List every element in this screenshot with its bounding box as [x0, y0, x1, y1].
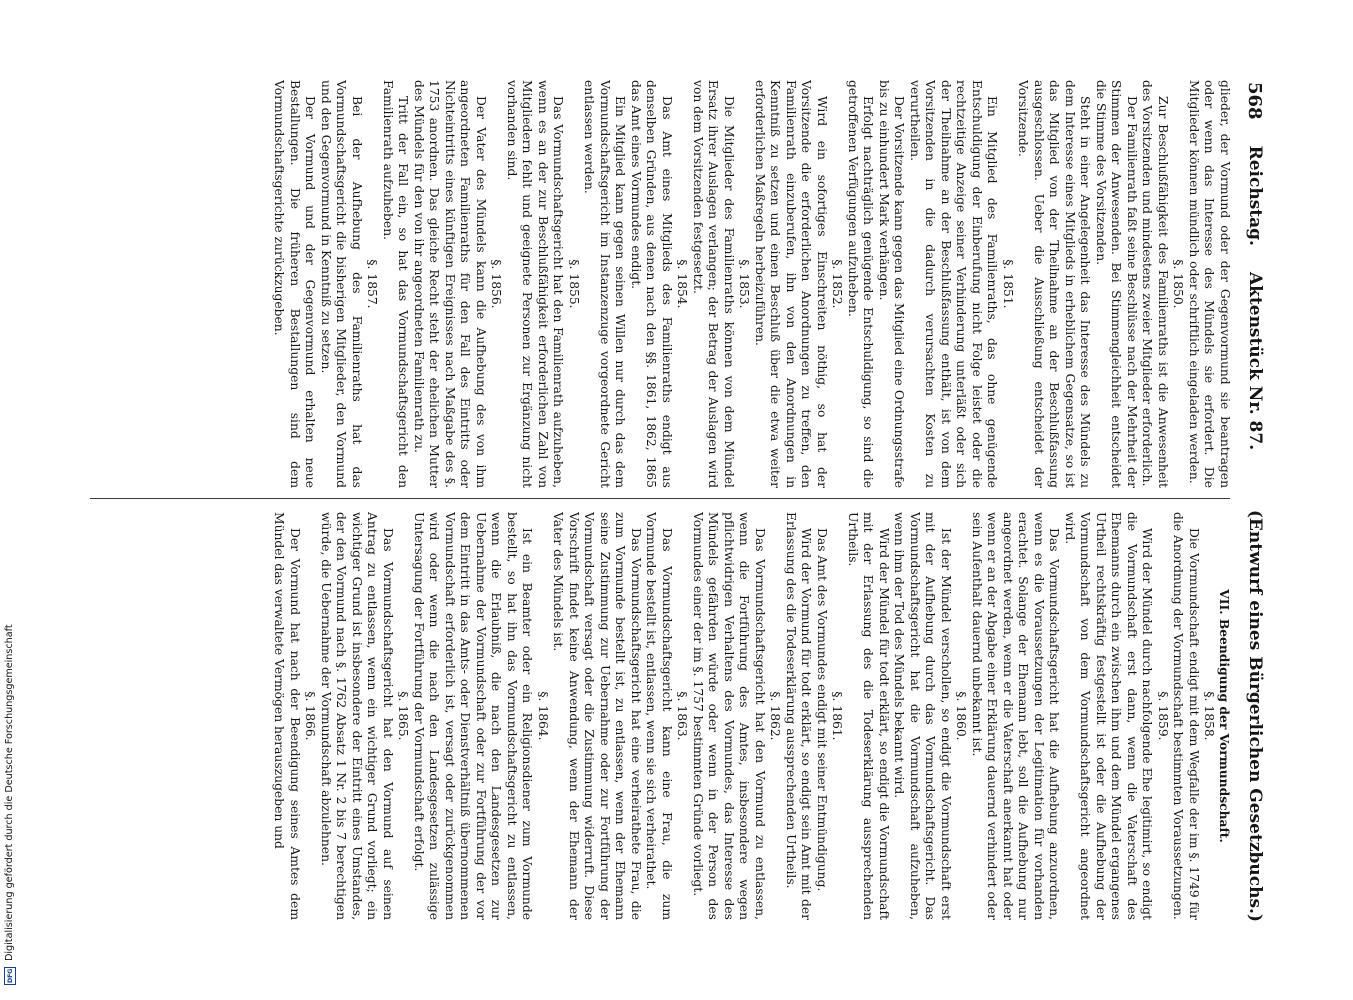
paragraph: Bei der Aufhebung des Familienraths hat das Vormundschaftsgericht die bisherigen Mitglieder, den Vormund und den Gegenvormund in Kenntniß zu setzen.: [319, 80, 364, 488]
paragraph: Tritt der Fall ein, so hat das Vormundschaftsgericht den Familienrath aufzuheben.: [381, 80, 411, 488]
section-number: §. 1859.: [1156, 691, 1170, 741]
section-number: §. 1860.: [954, 691, 969, 741]
paragraph: Zur Beschlußfähigkeit des Familienraths ist die Anwesenheit des Vorsitzenden und mindestens zweier Mitglieder erforderlich.: [1140, 80, 1170, 488]
paragraph: Ein Mitglied kann gegen seinen Willen nur durch das dem Vormundschaftsgericht im Instanzenzuge vorgeordnete Gericht entlassen werden.: [582, 80, 628, 488]
section-number: §. 1855.: [567, 259, 581, 309]
section-number: §. 1865.: [396, 691, 411, 741]
paragraph: Das Vormundschaftsgericht hat eine verheirathete Frau, die zum Vormunde bestellt ist, zu entlassen, wenn der Ehemann seine Zustimmung zur Uebernahme oder zur Fortführung der Vormundschaft versagt oder die Zustimmung widerruft. Diese Vorschrift findet keine Anwendung, wenn der Ehemann der Vater des Mündels ist.: [551, 512, 643, 920]
paragraph: Steht in einer Angelegenheit das Interesse des Mündels zu dem Interesse eines Mitglieds in erheblichem Gegensatze, so ist das Mitglied von der Theilnahme an der Beschlußfassung ausgeschlossen. Ueber die Ausschließung entscheidet der Vorsitzende.: [1016, 80, 1093, 488]
section-number: §. 1864.: [536, 691, 550, 741]
right-text-column: [86, 512, 1232, 920]
dfg-logo-icon: DFG: [6, 968, 14, 984]
paragraph: Der Vater des Mündels kann die Aufhebung des von ihm angeordneten Familienraths für den Fall des Eintritts oder Nichteintritts eines künftigen Ereignisses nach Maßgabe des §. 1753 anordnen. Das gleiche Recht steht der ehelichen Mutter des Mündels für den von ihr angeordneten Familienrath zu.: [412, 80, 488, 488]
header-right: (Entwurf eines Bürgerlichen Gesetzbuchs.): [1245, 509, 1265, 922]
paragraph: Wird der Vormund für todt erklärt, so endigt sein Amt mit der Erlassung des die Todeserklärung aussprechenden Urtheils.: [784, 512, 814, 920]
document-page: [80, 72, 1270, 932]
paragraph: Ein Mitglied des Familienraths, das ohne genügende Entschuldigung der Einberufung nicht Folge leistet oder die rechtzeitige Anzeige seiner Verhinderung unterläßt oder sich der Theilnahme an der Beschlußfassung enthält, ist von dem Vorsitzenden in die dadurch verursachten Kosten zu verurtheilen.: [908, 80, 1000, 488]
paragraph: Das Vormundschaftsgericht hat den Vormund zu entlassen, wenn die Fortführung des Amtes, insbesondere wegen pflichtwidrigen Verhaltens des Vormundes, das Interesse des Mündels gefährden würde oder wenn in der Person des Vormundes einer der im §. 1757 bestimmten Gründe vorliegt.: [691, 512, 767, 920]
section-number: §. 1856.: [489, 259, 504, 309]
section-number: §. 1858.: [1202, 691, 1217, 741]
section-number: §. 1852.: [830, 259, 845, 309]
section-number: §. 1854.: [675, 259, 690, 309]
section-number: §. 1850.: [1171, 259, 1186, 309]
paragraph: Das Amt eines Mitglieds des Familienraths endigt aus denselben Gründen, aus denen nach den §§. 1861, 1862, 1865 das Amt eines Vormundes endigt.: [629, 80, 674, 488]
section-number: §. 1853.: [737, 259, 752, 309]
paragraph: Der Vorsitzende kann gegen das Mitglied eine Ordnungsstrafe bis zu einhundert Mark verhängen.: [877, 80, 907, 488]
header-middle: Aktenstück Nr. 87.: [1245, 271, 1265, 451]
paragraph: Das Vormundschaftsgericht hat den Vormund auf seinen Antrag zu entlassen, wenn ein wichtiger Grund vorliegt; ein wichtiger Grund ist insbesondere der Eintritt eines Umstandes, der den Vormund nach §. 1762 Absatz 1 Nr. 2 bis 7 berechtigen würde, die Uebernahme der Vormundschaft abzulehnen.: [319, 512, 395, 920]
scanned-page: [80, 72, 1270, 932]
header-left: Reichstag.: [1245, 145, 1265, 246]
column-divider: [90, 498, 1230, 499]
paragraph: Wird ein sofortiges Einschreiten nöthig, so hat der Vorsitzende die erforderlichen Anordnungen zu treffen, den Familienrath einzuberufen, ihn von den Anordnungen in Kenntniß zu setzen und einen Beschluß über die etwa weiter erforderlichen Maßregeln herbeizuführen.: [753, 80, 829, 488]
paragraph: Der Familienrath faßt seine Beschlüsse nach der Mehrheit der Stimmen der Anwesenden. Bei Stimmengleichheit entscheidet die Stimme des Vorsitzenden.: [1094, 80, 1139, 488]
paragraph: Der Vormund und der Gegenvormund erhalten neue Bestallungen. Die früheren Bestallungen sind dem Vormundschaftsgerichte zurückzugeben.: [272, 80, 318, 488]
paragraph: Die Vormundschaft endigt mit dem Wegfalle der im §. 1749 für die Anordnung der Vormundschaft bestimmten Voraussetzungen.: [1171, 512, 1201, 920]
section-number: §. 1851.: [1001, 259, 1015, 309]
paragraph: Das Vormundschaftsgericht hat den Familienrath aufzuheben, wenn es an der zur Beschlußfähigkeit erforderlichen Zahl von Mitgliedern fehlt und geeignete Personen zur Ergänzung nicht vorhanden sind.: [505, 80, 566, 488]
paragraph: Das Vormundschaftsgericht kann eine Frau, die zum Vormunde bestellt ist, entlassen, wenn sie sich verheirathet.: [644, 512, 674, 920]
paragraph: Das Amt des Vormundes endigt mit seiner Entmündigung.: [815, 528, 829, 892]
section-number: §. 1866.: [303, 691, 318, 741]
paragraph: glieder, der Vormund oder der Gegenvormund sie beantragen oder wenn das Interesse des Mündels sie erfordert. Die Mitglieder können mündlich oder schriftlich eingeladen werden.: [1187, 80, 1232, 488]
section-number: §. 1857.: [365, 259, 380, 309]
running-head: [1240, 82, 1270, 922]
paragraph: Der Vormund hat nach der Beendigung seines Amtes dem Mündel das verwaltete Vermögen herauszugeben und: [272, 512, 302, 920]
paragraph: Wird der Mündel durch nachfolgende Ehe legitimirt, so endigt die Vormundschaft erst dann, wenn die Vaterschaft des Ehemanns durch ein zwischen ihm und dem Mündel ergangenes Urtheil rechtskräftig festgestellt ist oder die Aufhebung der Vormundschaft von dem Vormundschaftsgericht angeordnet wird.: [1063, 512, 1155, 920]
digitization-credit: [0, 0, 24, 1000]
credit-text: Digitalisierung gefördert durch die Deutsche Forschungsgemeinschaft: [4, 624, 15, 961]
paragraph: Die Mitglieder des Familienraths können von dem Mündel Ersatz ihrer Auslagen verlangen; der Betrag der Auslagen wird von dem Vorsitzenden festgesetzt.: [691, 80, 736, 488]
paragraph: Ist ein Beamter oder ein Religionsdiener zum Vormunde bestellt, so hat ihn das Vormundschaftsgericht zu entlassen, wenn die Erlaubniß, die nach den Landesgesetzen zur Uebernahme der Vormundschaft oder zur Fortführung der vor dem Eintritt in das Amts- oder Dienstverhältniß übernommenen Vormundschaft erforderlich ist, versagt oder zurückgenommen wird oder wenn die nach den Landesgesetzen zulässige Untersagung der Fortführung der Vormundschaft erfolgt.: [412, 512, 535, 920]
page-number: 568: [1244, 82, 1266, 120]
section-number: §. 1861.: [830, 691, 845, 741]
paragraph: Ist der Mündel verschollen, so endigt die Vormundschaft erst mit der Aufhebung durch das Vormundschaftsgericht. Das Vormundschaftsgericht hat die Vormundschaft aufzuheben, wenn ihm der Tod des Mündels bekannt wird.: [892, 512, 953, 920]
section-number: §. 1863.: [675, 691, 690, 741]
section-heading: VII. Beendigung der Vormundschaft.: [1217, 589, 1232, 843]
paragraph: Das Vormundschaftsgericht hat die Aufhebung anzuordnen, wenn es die Voraussetzungen der Legitimation für vorhanden erachtet. Solange der Ehemann lebt, soll die Aufhebung nur angeordnet werden, wenn er die Vaterschaft anerkannt hat oder wenn er an der Abgabe einer Erklärung dauernd verhindert oder sein Aufenthalt dauernd unbekannt ist.: [970, 512, 1062, 920]
paragraph: Wird der Mündel für todt erklärt, so endigt die Vormundschaft mit der Erlassung des die Todeserklärung aussprechenden Urtheils.: [846, 512, 891, 920]
paragraph: Erfolgt nachträglich genügende Entschuldigung, so sind die getroffenen Verfügungen aufzuheben.: [846, 80, 876, 488]
left-text-column: [86, 80, 1232, 488]
section-number: §. 1862.: [768, 691, 783, 741]
